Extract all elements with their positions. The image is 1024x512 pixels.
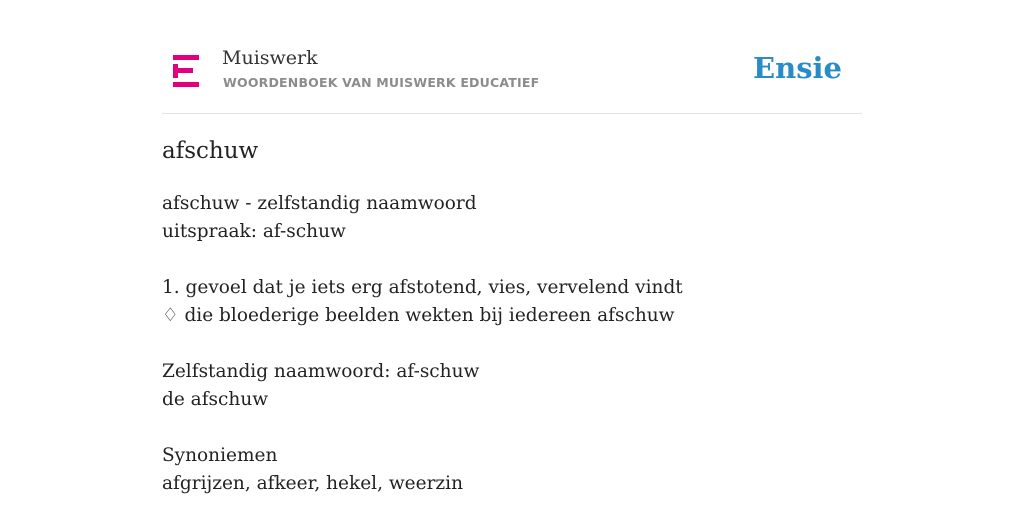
entry-title: afschuw: [162, 138, 259, 164]
entry-line: [162, 330, 862, 358]
entry-line: afgrijzen, afkeer, hekel, weerzin: [162, 473, 463, 494]
entry-line: [162, 246, 862, 274]
entry-line: ♢ die bloederige beelden wekten bij iedereen afschuw: [162, 305, 675, 326]
entry-line: uitspraak: af-schuw: [162, 221, 346, 242]
entry-body: [162, 190, 862, 498]
entry-line: 1. gevoel dat je iets erg afstotend, vies, vervelend vindt: [162, 277, 683, 298]
entry-line: afschuw - zelfstandig naamwoord: [162, 193, 477, 214]
ensie-logo-link[interactable]: Ensie: [753, 51, 842, 85]
muiswerk-logo-icon[interactable]: [173, 55, 199, 87]
site-subtitle: WOORDENBOEK VAN MUISWERK EDUCATIEF: [223, 75, 540, 90]
page-content: [162, 0, 862, 512]
entry-line: [162, 414, 862, 442]
entry-line: Synoniemen: [162, 445, 278, 466]
entry-line: Zelfstandig naamwoord: af-schuw: [162, 361, 480, 382]
entry-line: de afschuw: [162, 389, 269, 410]
site-header: [162, 0, 862, 114]
site-name[interactable]: Muiswerk: [222, 47, 318, 69]
